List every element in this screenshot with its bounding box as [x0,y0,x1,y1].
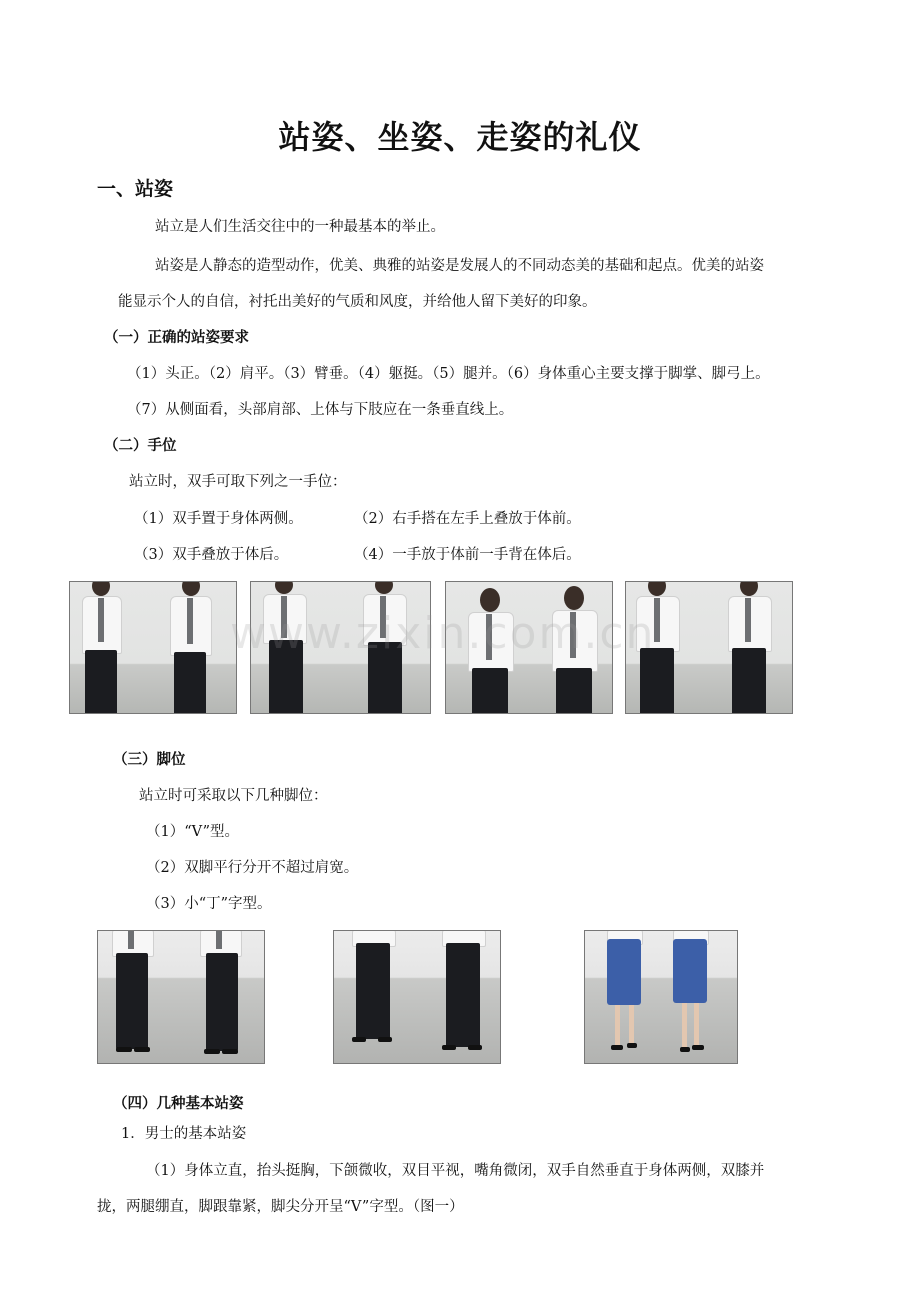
requirements-line: （1）头正。（2）肩平。（3）臂垂。（4）躯挺。（5）腿并。（6）身体重心主要支撑于脚掌、脚弓上。 [127,366,770,382]
subheading-foot-position: （三）脚位 [113,752,186,768]
watermark: www.zixin.com.cn [230,608,656,659]
subheading-hand-position: （二）手位 [104,438,177,454]
photo-hands-at-sides [69,581,237,714]
requirements-line: （7）从侧面看，头部肩部、上体与下肢应在一条垂直线上。 [127,402,514,418]
foot-position-intro: 站立时可采取以下几种脚位： [139,788,328,804]
photo-parallel-feet [333,930,501,1064]
hand-option: （4）一手放于体前一手背在体后。 [354,547,581,563]
hand-option: （3）双手叠放于体后。 [134,547,289,563]
photo-t-shape-feet [584,930,738,1064]
subheading-basic-postures: （四）几种基本站姿 [113,1096,244,1112]
posture-description-line: （1）身体立直，抬头挺胸，下颌微收，双目平视，嘴角微闭，双手自然垂直于身体两侧，双膝并 [146,1163,765,1179]
photo-v-shape-feet [97,930,265,1064]
hand-option: （1）双手置于身体两侧。 [134,511,303,527]
foot-option: （2）双脚平行分开不超过肩宽。 [146,860,359,876]
paragraph-line: 能显示个人的自信，衬托出美好的气质和风度，并给他人留下美好的印象。 [118,294,597,310]
hand-option: （2）右手搭在左手上叠放于体前。 [354,511,581,527]
paragraph-intro: 站立是人们生活交往中的一种最基本的举止。 [155,219,445,235]
foot-option: （1）“V”型。 [146,824,240,840]
hand-position-intro: 站立时，双手可取下列之一手位： [129,474,347,490]
posture-item-title: 1．男士的基本站姿 [121,1126,247,1142]
section-heading-standing: 一、站姿 [97,178,174,200]
foot-option: （3）小“丁”字型。 [146,896,272,912]
subheading-requirements: （一）正确的站姿要求 [104,330,249,346]
page-title: 站姿、坐姿、走姿的礼仪 [278,118,642,156]
paragraph-line: 站姿是人静态的造型动作，优美、典雅的站姿是发展人的不同动态美的基础和起点。优美的站姿 [155,258,764,274]
posture-description-line: 拢，两腿绷直，脚跟靠紧，脚尖分开呈“V”字型。（图一） [97,1199,464,1215]
